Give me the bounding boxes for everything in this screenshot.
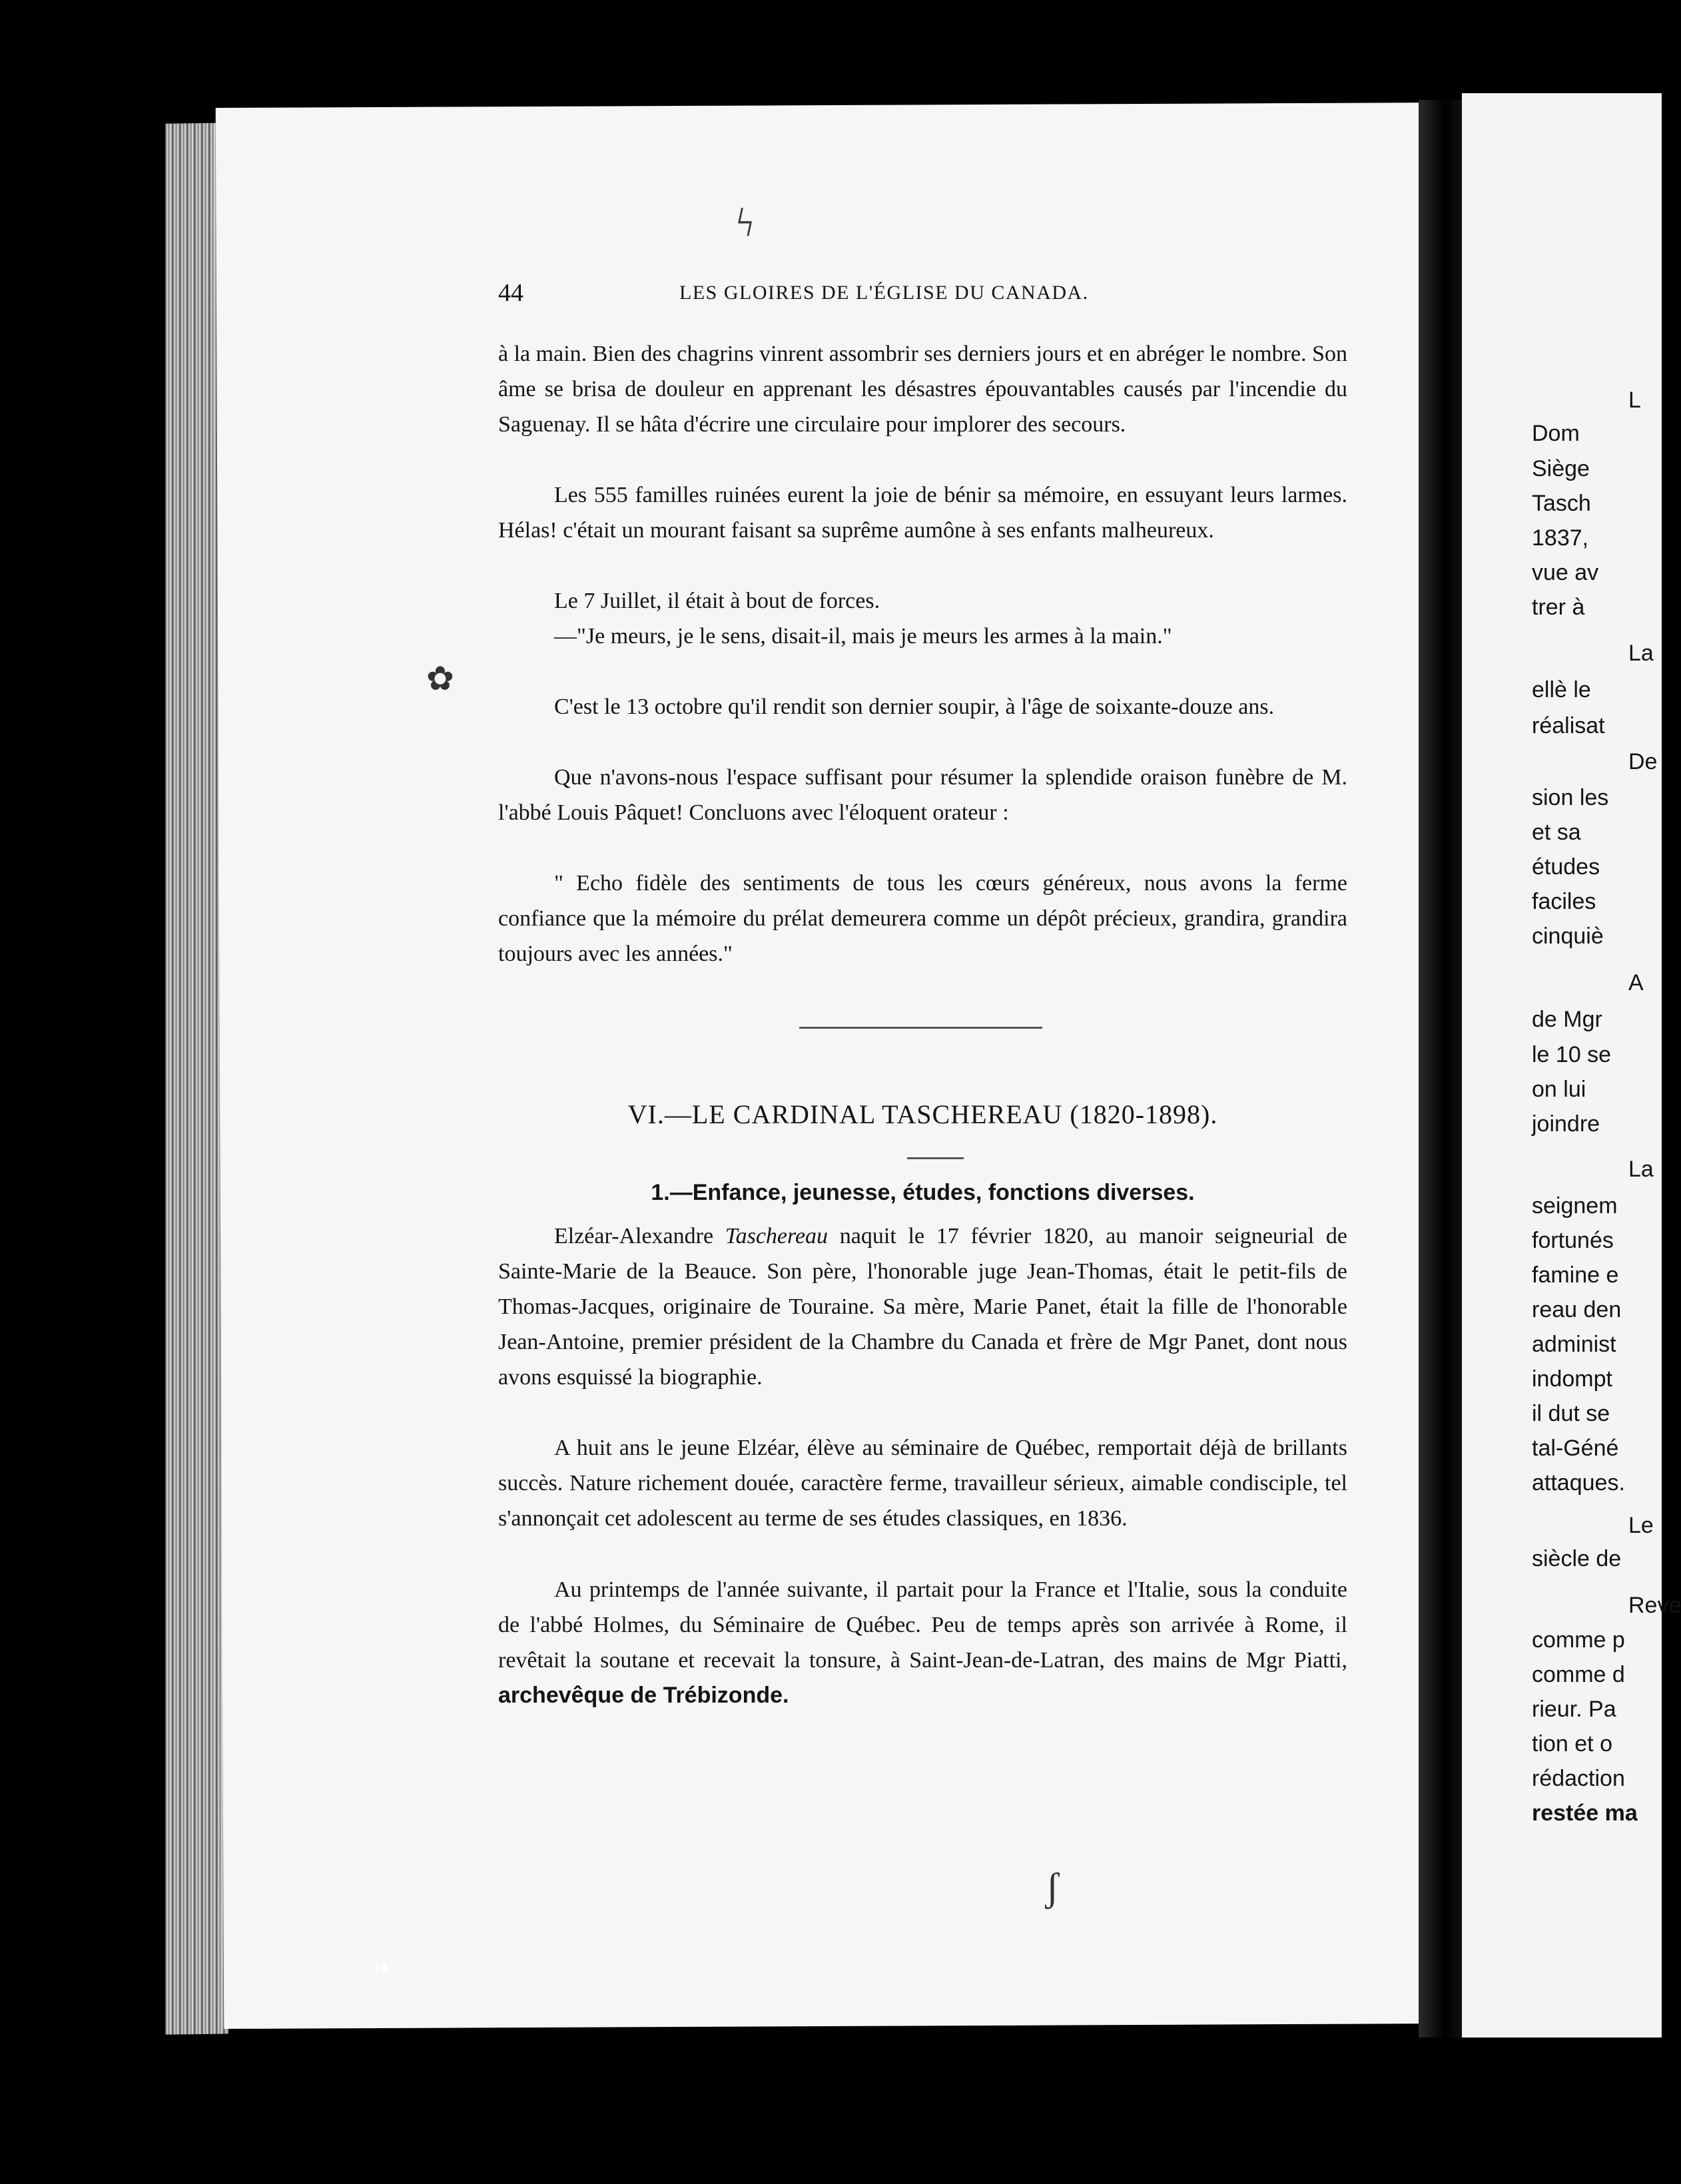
ink-squiggle: ʃ: [1046, 1865, 1059, 1909]
right-page-line: comme d: [1532, 1662, 1625, 1687]
text-run: naquit le 17 février 1820, au manoir seigneurial de Sainte-Marie de la Beauce. Son père, l'honorable juge Jean-Thomas, était le petit-fils de Thomas-Jacques, originaire de Touraine. Sa mère, Marie Panet, était la fille de l'honorable Jean-Antoine, premier président de la Chambre du Canada et frère de Mgr Panet, dont nous avons esquissé la biographie.: [498, 1224, 1347, 1390]
right-page-line: A: [1628, 970, 1644, 995]
right-page-line: rédaction: [1532, 1766, 1625, 1791]
right-page-line: études: [1532, 854, 1600, 880]
right-page-line: vue av: [1532, 560, 1599, 585]
right-page-line: restée ma: [1532, 1800, 1638, 1826]
section-paragraph-2: A huit ans le jeune Elzéar, élève au séminaire de Québec, remportait déjà de brillants succès. Nature richement douée, caractère ferme, travailleur sérieux, aimable condisciple, tel s'annonçait cet adolescent au terme de ses études classiques, en 1836.: [498, 1436, 1347, 1531]
right-page-line: siècle de: [1532, 1546, 1622, 1571]
bold-text: archevêque de Trébizonde.: [498, 1683, 789, 1708]
right-page-line: La: [1628, 1157, 1654, 1182]
section-paragraph-3: [498, 1572, 1347, 1713]
right-page-line: il dut se: [1532, 1401, 1610, 1426]
ink-mark: ϟ: [736, 200, 755, 244]
paragraph-6: Que n'avons-nous l'espace suffisant pour résumer la splendide oraison funèbre de M. l'abbé Louis Pâquet! Concluons avec l'éloquent orateur :: [498, 765, 1347, 825]
chapter-rule: [907, 1157, 964, 1159]
right-page-line: tal-Géné: [1532, 1436, 1619, 1461]
paragraph-4: —"Je meurs, je le sens, disait-il, mais je meurs les armes à la main.": [554, 624, 1172, 649]
right-page-line: reau den: [1532, 1297, 1622, 1322]
right-page-line: cinquiè: [1532, 924, 1604, 949]
right-page-line: seignem: [1532, 1193, 1618, 1219]
right-page-line: fortunés: [1532, 1228, 1614, 1253]
book-spine: [1419, 100, 1462, 2038]
right-page-line: tion et o: [1532, 1731, 1612, 1757]
right-page-line: 1837,: [1532, 525, 1595, 551]
right-page-line: sion les: [1532, 785, 1609, 810]
paragraph-2: Les 555 familles ruinées eurent la joie de bénir sa mémoire, en essuyant leurs larmes. Hélas! c'était un mourant faisant sa suprême aumône à ses enfants malheureux.: [498, 483, 1347, 543]
right-page-line: administ: [1532, 1332, 1616, 1357]
right-page-line: faciles: [1532, 889, 1596, 914]
running-head: LES GLOIRES DE L'ÉGLISE DU CANADA.: [679, 282, 1089, 304]
right-page-line: trer à: [1532, 595, 1591, 620]
right-page-line: le 10 se: [1532, 1042, 1612, 1067]
right-page-line: Reve: [1628, 1593, 1681, 1618]
section-divider: [799, 1027, 1042, 1029]
page-number: 44: [498, 279, 523, 307]
section-paragraph-1: [498, 1219, 1347, 1395]
right-page-line: L: [1628, 388, 1641, 413]
paragraph-3: Le 7 Juillet, il était à bout de forces.: [554, 589, 880, 613]
right-page-line: on lui: [1532, 1077, 1586, 1102]
right-page-line: La: [1628, 641, 1654, 666]
paragraph-1: à la main. Bien des chagrins vinrent assombrir ses derniers jours et en abréger le nombre. Son âme se brisa de douleur en apprenant les désastres épouvantables causés par l'incendie du Saguenay. Il se hâta d'écrire une circulaire pour implorer des secours.: [498, 342, 1347, 437]
right-page-line: De: [1628, 749, 1658, 774]
right-page-line: rieur. Pa: [1532, 1697, 1616, 1722]
italic-name: Taschereau: [725, 1224, 829, 1248]
section-title: 1.—Enfance, jeunesse, études, fonctions diverses.: [651, 1180, 1195, 1205]
quote-paragraph: " Echo fidèle des sentiments de tous les cœurs généreux, nous avons la ferme confiance que la mémoire du prélat demeurera comme un dépôt précieux, grandira, grandira toujours avec les années.": [498, 871, 1347, 966]
right-page-line: Le: [1628, 1513, 1654, 1538]
pressed-flower: ✿: [426, 660, 454, 697]
chapter-title: VI.—LE CARDINAL TASCHEREAU (1820-1898).: [627, 1099, 1218, 1129]
right-page-line: indompt: [1532, 1366, 1612, 1392]
right-page-line: comme p: [1532, 1627, 1625, 1653]
text-run: Elzéar-Alexandre: [554, 1224, 725, 1248]
ink-blot: ❧: [373, 1955, 394, 1982]
right-page-line: Tasch: [1532, 491, 1591, 516]
right-page-line: Dom: [1532, 421, 1580, 446]
right-page-line: Siège: [1532, 456, 1590, 481]
right-page-line: réalisat: [1532, 713, 1605, 738]
paragraph-5: C'est le 13 octobre qu'il rendit son dernier soupir, à l'âge de soixante-douze ans.: [554, 694, 1275, 719]
right-page-line: attaques.: [1532, 1470, 1625, 1496]
right-page-line: famine e: [1532, 1262, 1619, 1288]
right-page-line: et sa: [1532, 820, 1581, 845]
right-page-line: ellè le: [1532, 677, 1591, 702]
right-page-line: joindre: [1532, 1111, 1600, 1137]
text-run: Au printemps de l'année suivante, il partait pour la France et l'Italie, sous la conduite de l'abbé Holmes, du Séminaire de Québec. Peu de temps après son arrivée à Rome, il revêtait la soutane et recevait la tonsure, à Saint-Jean-de-Latran, des mains de Mgr Piatti,: [498, 1577, 1347, 1673]
right-page-line: de Mgr: [1532, 1007, 1602, 1032]
